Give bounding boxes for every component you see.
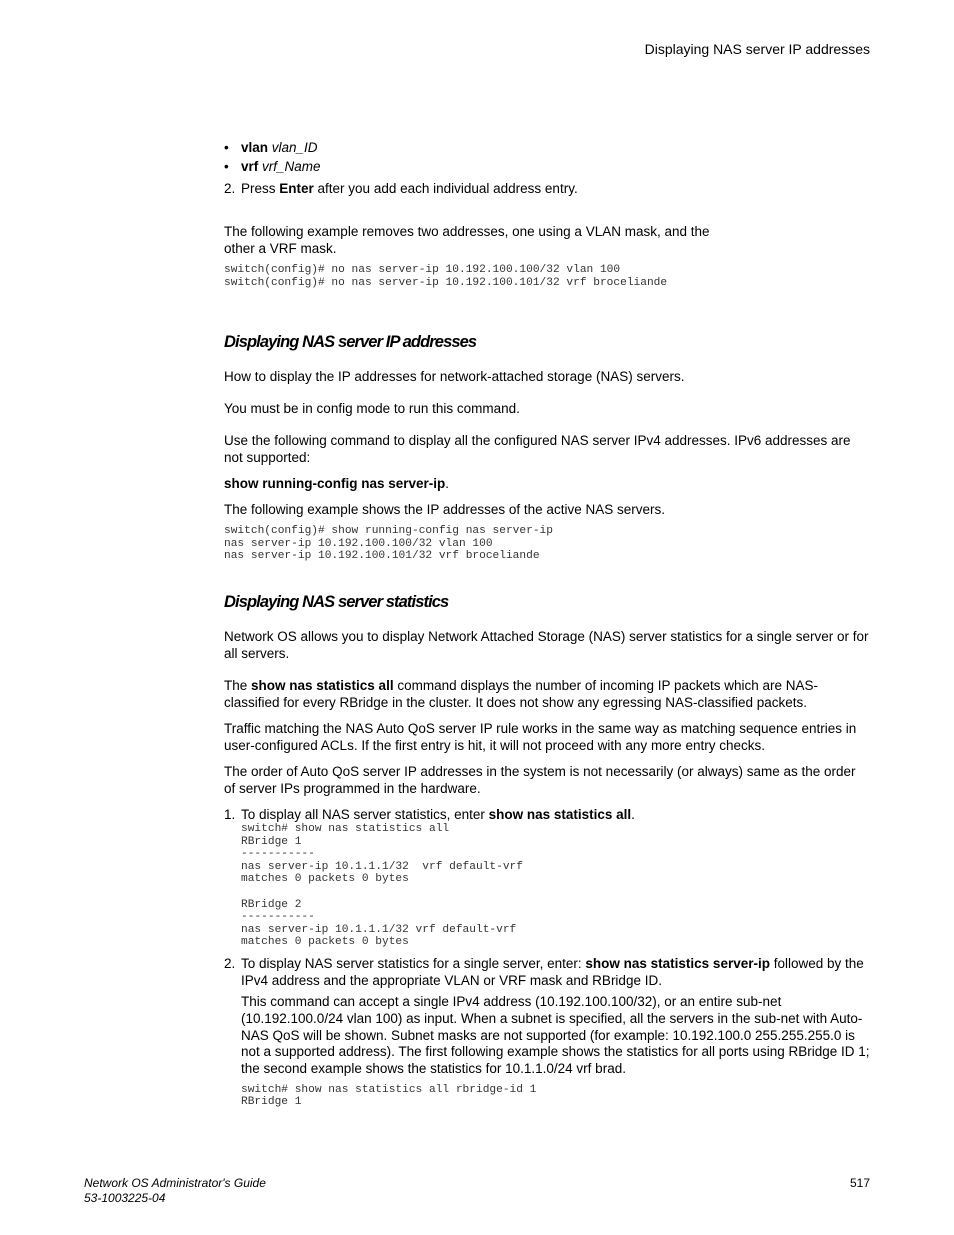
section2-paragraph: The order of Auto QoS server IP addresses in the system is not necessarily (or always) same as the order of server IPs programmed in the hardware. [224, 763, 856, 796]
section1-paragraph: The following example shows the IP addresses of the active NAS servers. [224, 502, 665, 518]
footer-page-number: 517 [849, 1176, 870, 1190]
step-1-statistics-all: 1. To display all NAS server statistics, enter show nas statistics all. [224, 806, 635, 822]
section2-paragraph: The show nas statistics all command displays the number of incoming IP packets which are NAS-classified for every RBridge in the cluster. It does not show any egressing NAS-classified packets. [224, 677, 819, 710]
section-heading-statistics: Displaying NAS server statistics [224, 592, 449, 611]
section1-paragraph: You must be in config mode to run this command. [224, 401, 520, 417]
footer-doc-title: Network OS Administrator's Guide [84, 1176, 266, 1190]
param-value: vlan_ID [271, 140, 318, 155]
section2-paragraph: Traffic matching the NAS Auto QoS server IP rule works in the same way as matching sequence entries in user-configured ACLs. If the first entry is hit, it will not proceed with any more entry checks. [224, 720, 857, 753]
step-1-code: switch# show nas statistics all RBridge 1 ----------- nas server-ip 10.1.1.1/32 vrf default-vrf matches 0 packets 0 bytes RBridge 2 ----------- nas server-ip 10.1.1.1/32 vrf default-vrf matches 0 packets 0 bytes [241, 822, 523, 949]
param-value: vrf_Name [262, 159, 321, 174]
bullet-icon: • [224, 140, 229, 155]
section1-paragraph: How to display the IP addresses for network-attached storage (NAS) servers. [224, 369, 685, 385]
section1-code: switch(config)# show running-config nas server-ip nas server-ip 10.192.100.100/32 vlan 100 nas server-ip 10.192.100.101/32 vrf broceliande [224, 525, 553, 563]
remove-example-text: The following example removes two addresses, one using a VLAN mask, and the other a VRF mask. [224, 224, 710, 256]
section2-paragraph: Network OS allows you to display Network Attached Storage (NAS) server statistics for a single server or for all servers. [224, 628, 869, 661]
footer-doc-info [84, 1176, 266, 1206]
step-2-statistics-server-ip: 2. To display NAS server statistics for a single server, enter: show nas statistics server-ip followed by the IPv4 address and the appropriate VLAN or VRF mask and RBridge ID. [224, 955, 864, 988]
section-heading-ip-addresses: Displaying NAS server IP addresses [224, 333, 477, 352]
footer-doc-number: 53-1003225-04 [84, 1191, 166, 1205]
param-keyword: vlan [241, 140, 269, 155]
top-bullet-list [224, 138, 870, 176]
section1-command: show running-config nas server-ip. [224, 476, 450, 492]
remove-example-code: switch(config)# no nas server-ip 10.192.100.100/32 vlan 100 switch(config)# no nas server-ip 10.192.100.101/32 vrf broceliande [224, 264, 668, 289]
step-2-press-enter: 2. Press Enter after you add each individual address entry. [224, 181, 578, 196]
bullet-icon: • [224, 159, 229, 174]
page-content [224, 138, 870, 1109]
param-keyword: vrf [241, 159, 259, 174]
list-item [224, 138, 870, 157]
section1-paragraph: Use the following command to display all the configured NAS server IPv4 addresses. IPv6 addresses are not supported: [224, 433, 851, 466]
list-item [224, 157, 870, 176]
step-2-paragraph: This command can accept a single IPv4 address (10.192.100.100/32), or an entire sub-net (10.192.100.0/24 vlan 100) as input. When a subnet is specified, all the servers in the sub-net with Auto-NAS QoS will be shown. Subnet masks are not supported (for example: 10.192.100.0 255.255.255.0 is not a supported address). The first following example shows the statistics for all ports using RBridge ID 1; the second example shows the statistics for 10.1.1.0/24 vrf brad. [241, 993, 870, 1077]
running-header: Displaying NAS server IP addresses [644, 41, 870, 57]
step-2-code: switch# show nas statistics all rbridge-id 1 RBridge 1 [241, 1083, 537, 1109]
